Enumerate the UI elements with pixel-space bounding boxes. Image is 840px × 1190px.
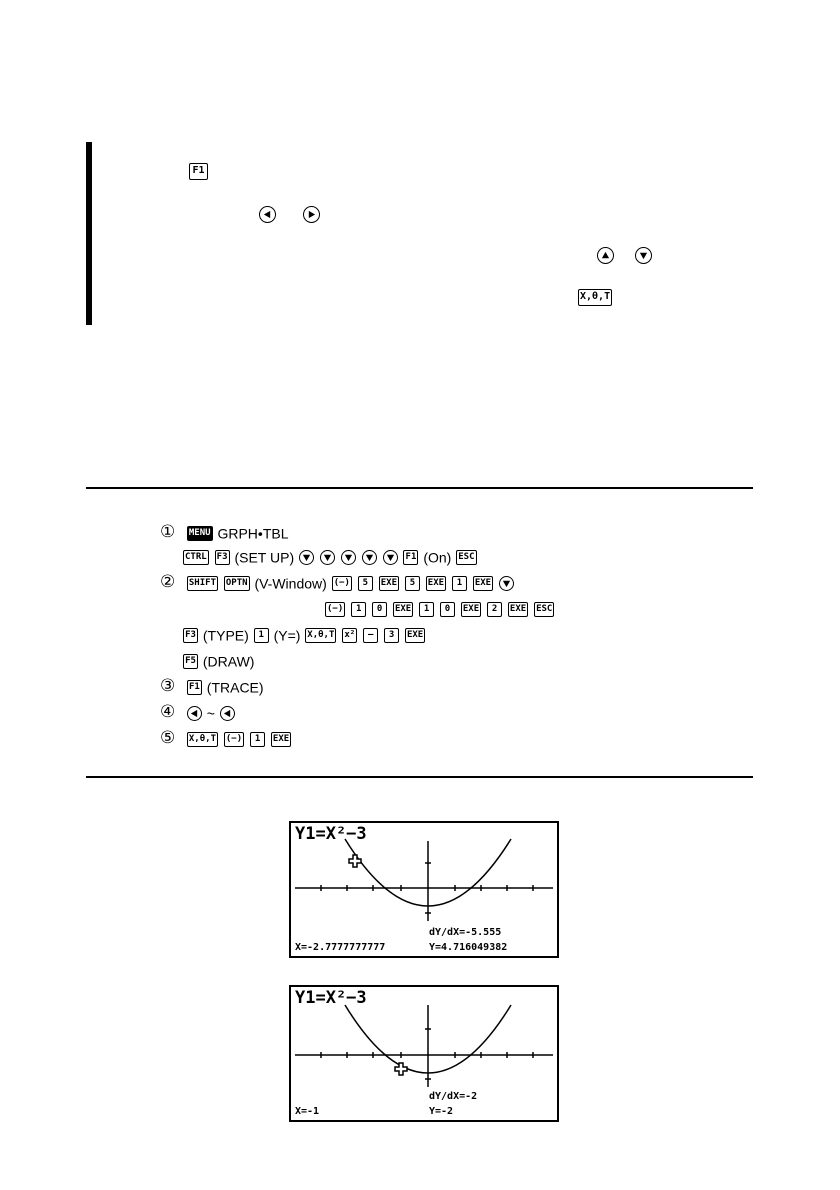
step-2-line-3: F3 (TYPE) 1 (Y=) X,θ,T x² — 3 EXE — [182, 625, 426, 644]
down-arrow-icon — [341, 550, 356, 565]
step-4: ④ ~ — [160, 703, 236, 722]
left-arrow-icon — [187, 706, 202, 721]
step-5: ⑤ X,θ,T (−) 1 EXE — [160, 728, 290, 747]
right-arrow-icon — [303, 206, 320, 223]
trace-cursor-icon — [349, 855, 361, 867]
step-1-line-1: ① MENU GRPH•TBL — [160, 522, 289, 542]
divider-bottom — [86, 776, 753, 778]
section-bar — [86, 142, 92, 325]
top-arrow-pair-ud — [596, 247, 653, 265]
down-arrow-icon — [299, 550, 314, 565]
down-arrow-icon — [362, 550, 377, 565]
screen1-header: Y1=X²−3 — [295, 824, 367, 844]
screen2-header: Y1=X²−3 — [295, 988, 367, 1008]
down-arrow-icon — [499, 576, 514, 591]
step-1-line-2: CTRL F3 (SET UP) F1 (On) ESC — [185, 549, 475, 566]
screen1-derivative: dY/dX=-5.555 — [429, 927, 502, 938]
calculator-screen-1 — [289, 821, 559, 958]
top-xt-key: X,θ,T — [577, 289, 613, 307]
screen1-x-value: X=-2.7777777777 — [295, 942, 386, 953]
step-2-line-1: ② SHIFT OPTN (V-Window) (−) 5 EXE 5 EXE 1 EXE — [160, 573, 515, 592]
down-arrow-icon — [383, 550, 398, 565]
divider-top — [86, 487, 753, 489]
step-2-line-2: (−) 1 0 EXE 1 0 EXE 2 EXE ESC — [324, 599, 555, 617]
left-arrow-icon — [259, 206, 276, 223]
menu-key: MENU — [187, 526, 213, 541]
step-2-line-4: F5 (DRAW) — [182, 651, 254, 670]
down-arrow-icon — [635, 247, 652, 264]
top-f1-key: F1 — [188, 163, 209, 181]
left-arrow-icon — [220, 706, 235, 721]
trace-cursor-icon — [395, 1063, 407, 1075]
calculator-screen-2 — [289, 985, 559, 1122]
screen2-y-value: Y=-2 — [429, 1106, 454, 1117]
screen2-derivative: dY/dX=-2 — [429, 1091, 478, 1102]
screen2-x-value: X=-1 — [295, 1106, 320, 1117]
down-arrow-icon — [320, 550, 335, 565]
step-3: ③ F1 (TRACE) — [160, 676, 264, 696]
up-arrow-icon — [597, 247, 614, 264]
screen1-y-value: Y=4.716049382 — [429, 942, 508, 953]
top-arrow-pair-lr — [258, 206, 321, 224]
